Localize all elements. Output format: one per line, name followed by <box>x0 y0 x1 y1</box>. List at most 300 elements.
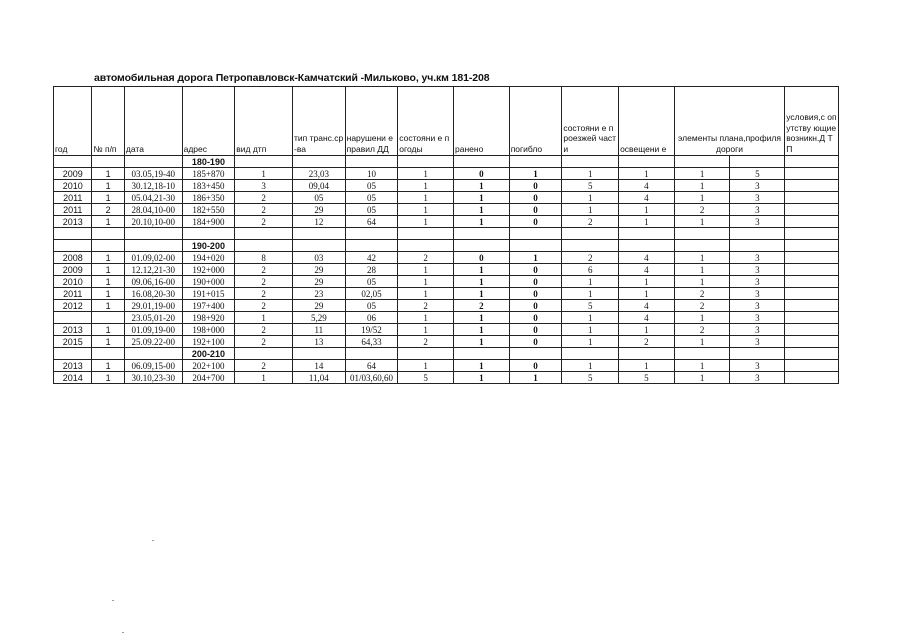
cell-accident-type: 8 <box>235 252 293 264</box>
cell-num: 1 <box>92 180 124 192</box>
cell-lighting: 4 <box>619 312 675 324</box>
empty-cell <box>509 228 562 240</box>
cell-killed: 0 <box>509 216 562 228</box>
cell-date: 30.12,18-10 <box>124 180 182 192</box>
empty-cell <box>292 240 345 252</box>
cell-accident-type: 1 <box>235 168 293 180</box>
cell-date: 16.08,20-30 <box>124 288 182 300</box>
cell-injured: 1 <box>454 180 510 192</box>
header-killed: погибло <box>509 87 562 156</box>
cell-conditions <box>785 336 839 348</box>
cell-plan-b: 3 <box>730 204 785 216</box>
cell-plan-a: 2 <box>674 204 730 216</box>
cell-vehicle-type: 29 <box>292 276 345 288</box>
cell-accident-type: 2 <box>235 276 293 288</box>
cell-injured: 0 <box>454 252 510 264</box>
cell-weather: 1 <box>398 288 454 300</box>
cell-num: 1 <box>92 324 124 336</box>
cell-killed: 1 <box>509 168 562 180</box>
cell-vehicle-type: 03 <box>292 252 345 264</box>
cell-accident-type: 2 <box>235 192 293 204</box>
empty-cell <box>235 348 293 360</box>
section-row <box>54 156 839 168</box>
cell-year: 2011 <box>54 192 92 204</box>
cell-violation: 05 <box>345 276 398 288</box>
cell-date: 29.01,19-00 <box>124 300 182 312</box>
cell-accident-type: 2 <box>235 204 293 216</box>
table-row <box>54 360 839 372</box>
cell-date: 03.05,19-40 <box>124 168 182 180</box>
cell-num: 1 <box>92 336 124 348</box>
cell-killed: 0 <box>509 336 562 348</box>
empty-cell <box>92 348 124 360</box>
cell-killed: 0 <box>509 180 562 192</box>
header-weather: состояни е погоды <box>398 87 454 156</box>
cell-address: 184+900 <box>182 216 235 228</box>
cell-killed: 0 <box>509 192 562 204</box>
cell-road-state: 1 <box>562 360 619 372</box>
cell-date: 01.09,02-00 <box>124 252 182 264</box>
cell-lighting: 1 <box>619 324 675 336</box>
cell-address: 185+870 <box>182 168 235 180</box>
cell-accident-type: 3 <box>235 180 293 192</box>
empty-cell <box>562 228 619 240</box>
document-title: автомобильная дорога Петропавловск-Камчатский -Мильково, уч.км 181-208 <box>94 72 490 84</box>
blank-row <box>54 228 839 240</box>
empty-cell <box>509 156 562 168</box>
cell-year: 2009 <box>54 168 92 180</box>
empty-cell <box>54 228 92 240</box>
cell-date: 01.09,19-00 <box>124 324 182 336</box>
cell-conditions <box>785 372 839 384</box>
header-injured: ранено <box>454 87 510 156</box>
cell-plan-b: 3 <box>730 360 785 372</box>
cell-year: 2013 <box>54 216 92 228</box>
cell-violation: 64,33 <box>345 336 398 348</box>
cell-num: 1 <box>92 276 124 288</box>
cell-injured: 1 <box>454 204 510 216</box>
empty-cell <box>674 228 730 240</box>
header-year: год <box>54 87 92 156</box>
cell-num: 1 <box>92 264 124 276</box>
cell-plan-a: 1 <box>674 264 730 276</box>
empty-cell <box>398 348 454 360</box>
cell-vehicle-type: 09,04 <box>292 180 345 192</box>
cell-plan-a: 1 <box>674 192 730 204</box>
header-violation: нарушени е правил ДД <box>345 87 398 156</box>
cell-road-state: 5 <box>562 180 619 192</box>
cell-killed: 0 <box>509 360 562 372</box>
cell-address: 182+550 <box>182 204 235 216</box>
cell-plan-a: 1 <box>674 312 730 324</box>
empty-cell <box>509 240 562 252</box>
table-row <box>54 264 839 276</box>
cell-lighting: 4 <box>619 300 675 312</box>
table-row <box>54 300 839 312</box>
empty-cell <box>124 156 182 168</box>
cell-road-state: 2 <box>562 252 619 264</box>
cell-road-state: 1 <box>562 192 619 204</box>
cell-weather: 1 <box>398 192 454 204</box>
cell-vehicle-type: 23,03 <box>292 168 345 180</box>
cell-address: 198+920 <box>182 312 235 324</box>
cell-lighting: 4 <box>619 264 675 276</box>
cell-weather: 1 <box>398 216 454 228</box>
cell-plan-b: 3 <box>730 216 785 228</box>
header-road-state: состояни е проезжей части <box>562 87 619 156</box>
cell-injured: 1 <box>454 216 510 228</box>
cell-vehicle-type: 14 <box>292 360 345 372</box>
cell-weather: 1 <box>398 168 454 180</box>
cell-lighting: 1 <box>619 276 675 288</box>
header-vehicle-type: тип транс.ср-ва <box>292 87 345 156</box>
cell-killed: 0 <box>509 264 562 276</box>
header-date: дата <box>124 87 182 156</box>
cell-weather: 1 <box>398 312 454 324</box>
cell-plan-b: 3 <box>730 312 785 324</box>
cell-address: 192+100 <box>182 336 235 348</box>
cell-weather: 1 <box>398 324 454 336</box>
empty-cell <box>235 228 293 240</box>
cell-date: 12.12,21-30 <box>124 264 182 276</box>
table-row <box>54 192 839 204</box>
cell-conditions <box>785 264 839 276</box>
cell-lighting: 1 <box>619 168 675 180</box>
section-label: 190-200 <box>182 240 235 252</box>
cell-num: 1 <box>92 360 124 372</box>
cell-date: 30.10,23-30 <box>124 372 182 384</box>
empty-cell <box>454 156 510 168</box>
cell-plan-a: 1 <box>674 360 730 372</box>
cell-accident-type: 1 <box>235 312 293 324</box>
section-label: 180-190 <box>182 156 235 168</box>
cell-lighting: 1 <box>619 216 675 228</box>
cell-plan-a: 1 <box>674 372 730 384</box>
cell-plan-b: 3 <box>730 324 785 336</box>
cell-road-state: 1 <box>562 204 619 216</box>
header-plan-elements: элементы плана,профиля дороги <box>674 87 784 156</box>
table-row <box>54 288 839 300</box>
cell-injured: 2 <box>454 300 510 312</box>
cell-weather: 5 <box>398 372 454 384</box>
empty-cell <box>124 228 182 240</box>
cell-address: 192+000 <box>182 264 235 276</box>
cell-year: 2011 <box>54 204 92 216</box>
table-row <box>54 180 839 192</box>
cell-address: 202+100 <box>182 360 235 372</box>
cell-weather: 2 <box>398 336 454 348</box>
cell-num: 2 <box>92 204 124 216</box>
scan-speck <box>122 632 124 633</box>
empty-cell <box>54 240 92 252</box>
cell-conditions <box>785 288 839 300</box>
empty-cell <box>730 240 785 252</box>
cell-year: 2009 <box>54 264 92 276</box>
cell-year: 2011 <box>54 288 92 300</box>
cell-violation: 05 <box>345 204 398 216</box>
empty-cell <box>454 348 510 360</box>
table-row <box>54 252 839 264</box>
cell-plan-a: 2 <box>674 324 730 336</box>
cell-num: 1 <box>92 168 124 180</box>
cell-road-state: 1 <box>562 312 619 324</box>
empty-cell <box>54 156 92 168</box>
cell-injured: 1 <box>454 360 510 372</box>
cell-road-state: 2 <box>562 216 619 228</box>
empty-cell <box>619 348 675 360</box>
cell-lighting: 4 <box>619 252 675 264</box>
cell-date: 28.04,10-00 <box>124 204 182 216</box>
cell-year: 2010 <box>54 180 92 192</box>
cell-violation: 42 <box>345 252 398 264</box>
cell-num: 1 <box>92 288 124 300</box>
cell-accident-type: 2 <box>235 336 293 348</box>
empty-cell <box>398 228 454 240</box>
empty-cell <box>730 348 785 360</box>
header-address: адрес <box>182 87 235 156</box>
empty-cell <box>398 156 454 168</box>
cell-conditions <box>785 324 839 336</box>
cell-date: 05.04,21-30 <box>124 192 182 204</box>
cell-vehicle-type: 12 <box>292 216 345 228</box>
cell-vehicle-type: 29 <box>292 300 345 312</box>
cell-year: 2010 <box>54 276 92 288</box>
cell-num: 1 <box>92 300 124 312</box>
empty-cell <box>785 240 839 252</box>
cell-vehicle-type: 23 <box>292 288 345 300</box>
cell-date: 23.05,01-20 <box>124 312 182 324</box>
empty-cell <box>562 348 619 360</box>
cell-violation: 19/52 <box>345 324 398 336</box>
cell-vehicle-type: 11,04 <box>292 372 345 384</box>
cell-accident-type: 2 <box>235 288 293 300</box>
cell-conditions <box>785 192 839 204</box>
cell-conditions <box>785 252 839 264</box>
table-row <box>54 336 839 348</box>
cell-road-state: 5 <box>562 372 619 384</box>
cell-date: 09.06,16-00 <box>124 276 182 288</box>
cell-num: 1 <box>92 216 124 228</box>
cell-plan-a: 1 <box>674 168 730 180</box>
cell-year: 2015 <box>54 336 92 348</box>
empty-cell <box>454 240 510 252</box>
empty-cell <box>92 240 124 252</box>
cell-injured: 1 <box>454 276 510 288</box>
cell-road-state: 1 <box>562 276 619 288</box>
empty-cell <box>562 156 619 168</box>
cell-violation: 05 <box>345 180 398 192</box>
empty-cell <box>730 156 785 168</box>
cell-lighting: 4 <box>619 192 675 204</box>
cell-vehicle-type: 05 <box>292 192 345 204</box>
cell-weather: 1 <box>398 204 454 216</box>
cell-lighting: 5 <box>619 372 675 384</box>
empty-cell <box>454 228 510 240</box>
cell-injured: 1 <box>454 336 510 348</box>
cell-accident-type: 1 <box>235 372 293 384</box>
cell-violation: 64 <box>345 216 398 228</box>
empty-cell <box>785 348 839 360</box>
header-row <box>54 87 839 156</box>
cell-violation: 64 <box>345 360 398 372</box>
empty-cell <box>124 348 182 360</box>
cell-plan-b: 3 <box>730 300 785 312</box>
empty-cell <box>674 240 730 252</box>
cell-lighting: 1 <box>619 204 675 216</box>
cell-violation: 28 <box>345 264 398 276</box>
cell-killed: 0 <box>509 324 562 336</box>
empty-cell <box>785 228 839 240</box>
cell-road-state: 1 <box>562 168 619 180</box>
cell-num: 1 <box>92 372 124 384</box>
cell-date: 06.09,15-00 <box>124 360 182 372</box>
cell-plan-a: 1 <box>674 336 730 348</box>
cell-conditions <box>785 216 839 228</box>
cell-plan-b: 3 <box>730 336 785 348</box>
cell-injured: 1 <box>454 372 510 384</box>
cell-weather: 1 <box>398 264 454 276</box>
cell-killed: 1 <box>509 252 562 264</box>
cell-plan-a: 1 <box>674 276 730 288</box>
cell-violation: 05 <box>345 300 398 312</box>
cell-conditions <box>785 312 839 324</box>
cell-injured: 1 <box>454 312 510 324</box>
cell-injured: 0 <box>454 168 510 180</box>
cell-plan-a: 1 <box>674 180 730 192</box>
cell-num <box>92 312 124 324</box>
cell-year <box>54 312 92 324</box>
cell-killed: 0 <box>509 204 562 216</box>
cell-lighting: 1 <box>619 360 675 372</box>
cell-violation: 01/03,60,60 <box>345 372 398 384</box>
cell-vehicle-type: 11 <box>292 324 345 336</box>
header-num: № п/п <box>92 87 124 156</box>
cell-weather: 2 <box>398 300 454 312</box>
cell-accident-type: 2 <box>235 216 293 228</box>
empty-cell <box>619 228 675 240</box>
cell-year: 2014 <box>54 372 92 384</box>
cell-weather: 1 <box>398 180 454 192</box>
empty-cell <box>292 348 345 360</box>
cell-conditions <box>785 204 839 216</box>
accident-table <box>53 86 839 384</box>
table-body <box>54 156 839 384</box>
cell-plan-b: 3 <box>730 192 785 204</box>
cell-conditions <box>785 168 839 180</box>
cell-year: 2008 <box>54 252 92 264</box>
cell-year: 2013 <box>54 324 92 336</box>
cell-killed: 0 <box>509 288 562 300</box>
cell-vehicle-type: 29 <box>292 204 345 216</box>
cell-num: 1 <box>92 252 124 264</box>
table-row <box>54 276 839 288</box>
section-row <box>54 240 839 252</box>
cell-road-state: 6 <box>562 264 619 276</box>
empty-cell <box>92 156 124 168</box>
cell-lighting: 4 <box>619 180 675 192</box>
section-label: 200-210 <box>182 348 235 360</box>
cell-violation: 10 <box>345 168 398 180</box>
cell-plan-a: 1 <box>674 252 730 264</box>
cell-violation: 02,05 <box>345 288 398 300</box>
section-row <box>54 348 839 360</box>
cell-conditions <box>785 360 839 372</box>
cell-plan-b: 3 <box>730 276 785 288</box>
cell-road-state: 1 <box>562 288 619 300</box>
cell-injured: 1 <box>454 264 510 276</box>
empty-cell <box>345 348 398 360</box>
empty-cell <box>292 156 345 168</box>
empty-cell <box>235 240 293 252</box>
table-row <box>54 324 839 336</box>
cell-accident-type: 2 <box>235 264 293 276</box>
header-lighting: освещени е <box>619 87 675 156</box>
cell-plan-a: 1 <box>674 216 730 228</box>
cell-road-state: 1 <box>562 324 619 336</box>
empty-cell <box>124 240 182 252</box>
empty-cell <box>619 156 675 168</box>
empty-cell <box>674 156 730 168</box>
cell-weather: 2 <box>398 252 454 264</box>
cell-plan-a: 2 <box>674 288 730 300</box>
cell-address: 190+000 <box>182 276 235 288</box>
empty-cell <box>182 228 235 240</box>
empty-cell <box>509 348 562 360</box>
cell-accident-type: 2 <box>235 300 293 312</box>
empty-cell <box>345 228 398 240</box>
cell-plan-a: 2 <box>674 300 730 312</box>
cell-plan-b: 5 <box>730 168 785 180</box>
cell-violation: 05 <box>345 192 398 204</box>
cell-plan-b: 3 <box>730 264 785 276</box>
cell-killed: 0 <box>509 312 562 324</box>
empty-cell <box>674 348 730 360</box>
cell-weather: 1 <box>398 276 454 288</box>
table-row <box>54 312 839 324</box>
cell-vehicle-type: 13 <box>292 336 345 348</box>
table-row <box>54 204 839 216</box>
cell-address: 197+400 <box>182 300 235 312</box>
cell-weather: 1 <box>398 360 454 372</box>
table-row <box>54 372 839 384</box>
cell-lighting: 2 <box>619 336 675 348</box>
cell-killed: 0 <box>509 276 562 288</box>
empty-cell <box>730 228 785 240</box>
cell-num: 1 <box>92 192 124 204</box>
cell-conditions <box>785 300 839 312</box>
cell-injured: 1 <box>454 288 510 300</box>
cell-plan-b: 3 <box>730 252 785 264</box>
cell-address: 204+700 <box>182 372 235 384</box>
cell-address: 186+350 <box>182 192 235 204</box>
table-row <box>54 216 839 228</box>
scan-speck <box>152 540 154 541</box>
cell-address: 183+450 <box>182 180 235 192</box>
empty-cell <box>345 240 398 252</box>
cell-year: 2013 <box>54 360 92 372</box>
cell-accident-type: 2 <box>235 360 293 372</box>
cell-killed: 0 <box>509 300 562 312</box>
cell-vehicle-type: 5,29 <box>292 312 345 324</box>
header-accident-type: вид дтп <box>235 87 293 156</box>
empty-cell <box>398 240 454 252</box>
cell-address: 194+020 <box>182 252 235 264</box>
empty-cell <box>345 156 398 168</box>
cell-plan-b: 3 <box>730 372 785 384</box>
cell-violation: 06 <box>345 312 398 324</box>
cell-year: 2012 <box>54 300 92 312</box>
cell-date: 25.09.22-00 <box>124 336 182 348</box>
